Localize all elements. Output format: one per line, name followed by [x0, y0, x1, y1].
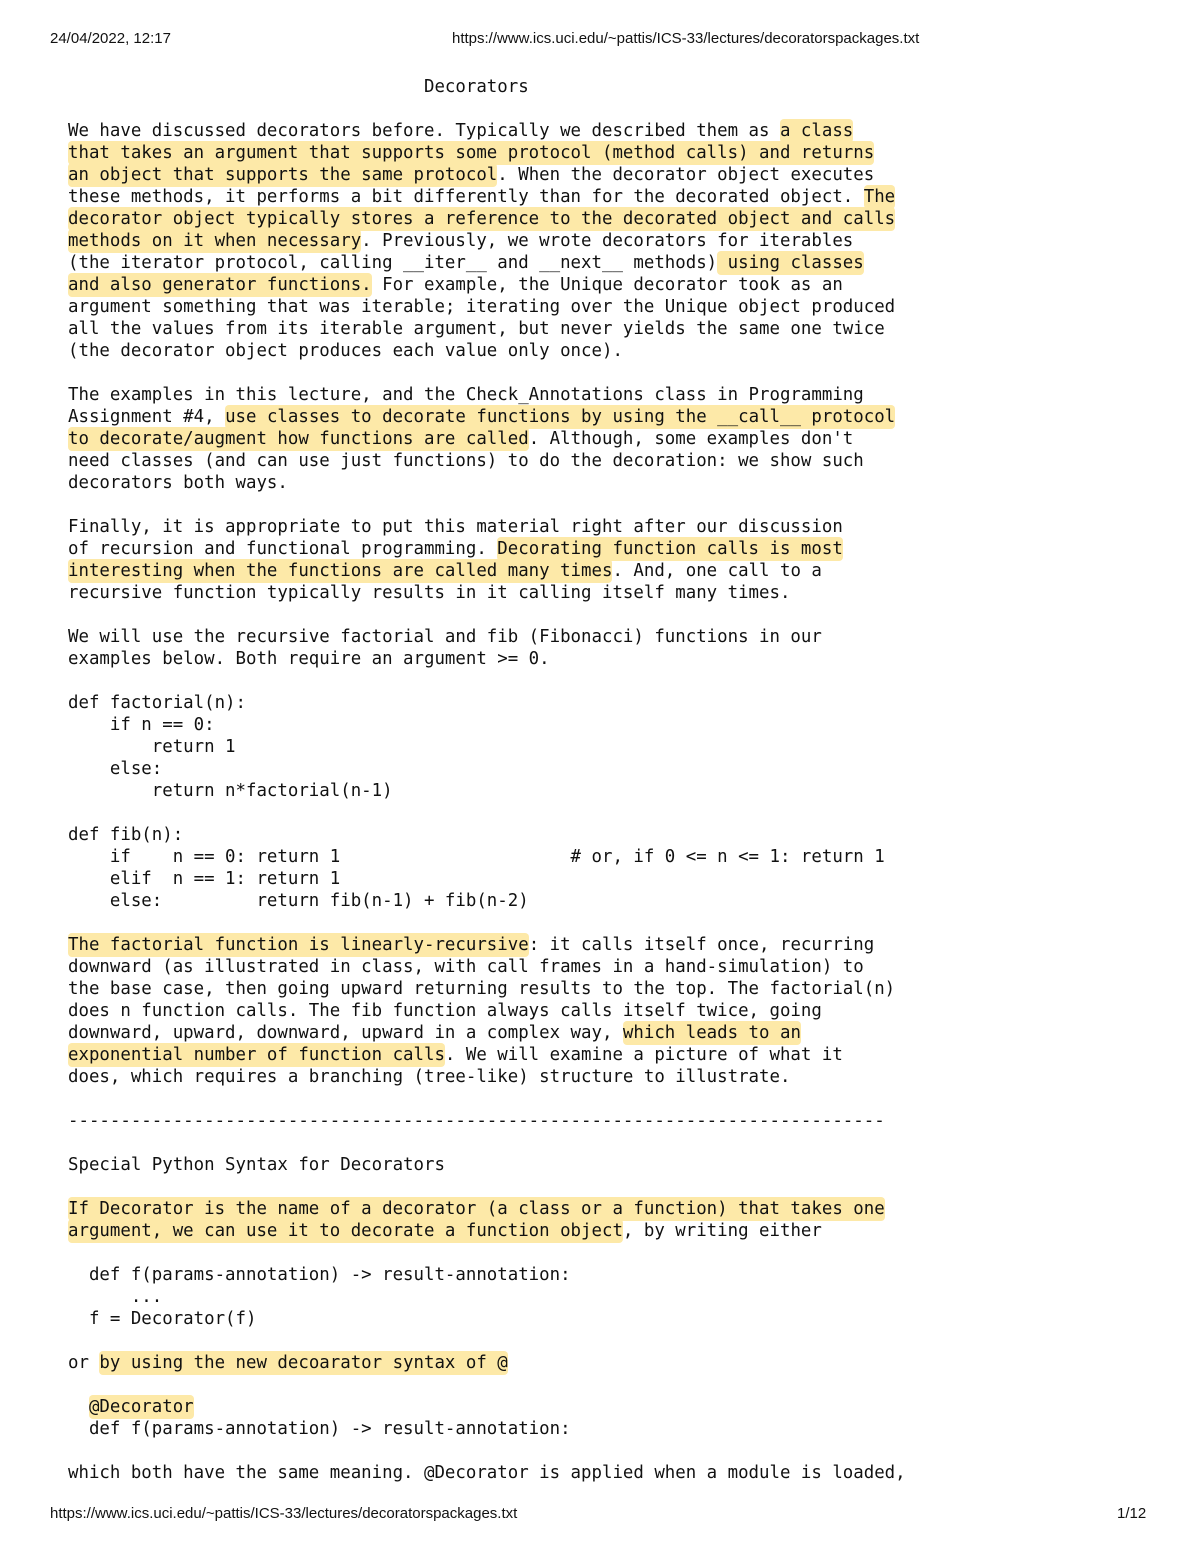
- text-segment: if n == 0: return 1 # or, if 0 <= n <= 1: return 1: [68, 847, 885, 867]
- text-segment: Assignment #4,: [68, 407, 226, 427]
- text-line: [68, 780, 906, 802]
- text-line: [68, 384, 906, 406]
- text-line: [68, 714, 906, 736]
- text-line: [68, 1000, 906, 1022]
- text-line: [68, 692, 906, 714]
- text-line: [68, 538, 906, 560]
- text-segment: return n*factorial(n-1): [68, 781, 393, 801]
- text-line: [68, 1132, 906, 1154]
- text-segment: if n == 0:: [68, 715, 215, 735]
- highlighted-text: by using the new decoarator syntax of @: [99, 1353, 508, 1373]
- text-segment: . Previously, we wrote decorators for iterables: [361, 231, 854, 251]
- highlighted-text: @Decorator: [88, 1397, 194, 1417]
- text-line: [68, 274, 906, 296]
- text-segment: need classes (and can use just functions) to do the decoration: we show such: [68, 451, 864, 471]
- text-segment: def factorial(n):: [68, 693, 246, 713]
- text-line: [68, 1088, 906, 1110]
- highlighted-text: to decorate/augment how functions are called: [68, 429, 529, 449]
- text-line: [68, 494, 906, 516]
- highlighted-text: and also generator functions.: [68, 275, 372, 295]
- highlighted-text: Decorating function calls is most: [497, 539, 843, 559]
- highlighted-text: decorator object typically stores a reference to the decorated object and calls: [68, 209, 896, 229]
- text-line: [68, 1396, 906, 1418]
- text-line: [68, 1418, 906, 1440]
- text-segment: (the decorator object produces each value only once).: [68, 341, 623, 361]
- text-line: [68, 736, 906, 758]
- text-segment: Finally, it is appropriate to put this material right after our discussion: [68, 517, 843, 537]
- text-line: [68, 362, 906, 384]
- text-line: [68, 1242, 906, 1264]
- text-line: [68, 98, 906, 120]
- text-line: [68, 230, 906, 252]
- highlighted-text: argument, we can use it to decorate a function object: [68, 1221, 623, 1241]
- highlighted-text: use classes to decorate functions by using the __call__ protocol: [225, 407, 896, 427]
- text-line: [68, 1440, 906, 1462]
- text-segment: decorators both ways.: [68, 473, 288, 493]
- text-line: [68, 1374, 906, 1396]
- text-line: [68, 1220, 906, 1242]
- text-line: [68, 1198, 906, 1220]
- text-segment: does n function calls. The fib function always calls itself twice, going: [68, 1001, 822, 1021]
- text-line: [68, 208, 906, 230]
- text-line: [68, 648, 906, 670]
- text-segment: [68, 1397, 89, 1417]
- highlighted-text: exponential number of function calls: [68, 1045, 445, 1065]
- text-segment: return 1: [68, 737, 236, 757]
- text-segment: , by writing either: [622, 1221, 822, 1241]
- text-segment: def f(params-annotation) -> result-annotation:: [68, 1419, 571, 1439]
- text-line: [68, 1044, 906, 1066]
- text-line: [68, 1066, 906, 1088]
- highlighted-text: The factorial function is linearly-recursive: [68, 935, 529, 955]
- print-header-url: https://www.ics.uci.edu/~pattis/ICS-33/lectures/decoratorspackages.txt: [452, 30, 920, 47]
- text-line: [68, 252, 906, 274]
- text-line: [68, 1352, 906, 1374]
- text-segment: We will use the recursive factorial and fib (Fibonacci) functions in our: [68, 627, 822, 647]
- highlighted-text: that takes an argument that supports some protocol (method calls) and returns: [68, 143, 875, 163]
- text-line: [68, 428, 906, 450]
- text-line: [68, 670, 906, 692]
- text-line: [68, 450, 906, 472]
- text-line: [68, 318, 906, 340]
- highlighted-text: interesting when the functions are called many times: [68, 561, 613, 581]
- text-segment: For example, the Unique decorator took as an: [371, 275, 843, 295]
- text-segment: . Although, some examples don't: [528, 429, 854, 449]
- text-segment: else: return fib(n-1) + fib(n-2): [68, 891, 529, 911]
- text-line: [68, 472, 906, 494]
- text-segment: def fib(n):: [68, 825, 184, 845]
- text-line: [68, 164, 906, 186]
- text-segment: the base case, then going upward returning results to the top. The factorial(n): [68, 979, 896, 999]
- text-line: [68, 1308, 906, 1330]
- text-line: [68, 1110, 906, 1132]
- text-segment: . And, one call to a: [612, 561, 822, 581]
- text-line: [68, 406, 906, 428]
- text-line: [68, 186, 906, 208]
- text-line: [68, 824, 906, 846]
- text-line: [68, 516, 906, 538]
- text-segment: . When the decorator object executes: [497, 165, 875, 185]
- document-body: [68, 76, 906, 1484]
- text-line: [68, 626, 906, 648]
- text-line: [68, 846, 906, 868]
- text-segment: all the values from its iterable argument, but never yields the same one twice: [68, 319, 885, 339]
- text-line: [68, 912, 906, 934]
- text-segment: f = Decorator(f): [68, 1309, 257, 1329]
- text-line: [68, 978, 906, 1000]
- text-segment: downward (as illustrated in class, with call frames in a hand-simulation) to: [68, 957, 864, 977]
- text-line: [68, 1022, 906, 1044]
- page-number: 1/12: [1117, 1505, 1147, 1522]
- text-segment: Special Python Syntax for Decorators: [68, 1155, 445, 1175]
- text-segment: these methods, it performs a bit differently than for the decorated object.: [68, 187, 864, 207]
- text-segment: We have discussed decorators before. Typically we described them as: [68, 121, 780, 141]
- highlighted-text: methods on it when necessary: [68, 231, 362, 251]
- text-segment: of recursion and functional programming.: [68, 539, 498, 559]
- print-footer-url: https://www.ics.uci.edu/~pattis/ICS-33/lectures/decoratorspackages.txt: [50, 1505, 518, 1522]
- text-line: [68, 604, 906, 626]
- highlighted-text: an object that supports the same protocol: [68, 165, 498, 185]
- highlighted-text: a class: [779, 121, 854, 141]
- text-segment: def f(params-annotation) -> result-annotation:: [68, 1265, 571, 1285]
- text-line: [68, 1330, 906, 1352]
- highlighted-text: The: [863, 187, 896, 207]
- text-line: [68, 868, 906, 890]
- text-line: [68, 582, 906, 604]
- text-line: [68, 758, 906, 780]
- text-line: [68, 956, 906, 978]
- text-segment: argument something that was iterable; iterating over the Unique object produced: [68, 297, 896, 317]
- text-segment: downward, upward, downward, upward in a complex way,: [68, 1023, 623, 1043]
- text-line: [68, 1176, 906, 1198]
- text-segment: examples below. Both require an argument >= 0.: [68, 649, 550, 669]
- text-line: [68, 802, 906, 824]
- text-line: [68, 934, 906, 956]
- text-segment: ------------------------------------------------------------------------------: [68, 1111, 885, 1131]
- print-header-date: 24/04/2022, 12:17: [50, 30, 171, 47]
- text-line: [68, 890, 906, 912]
- text-line: [68, 1286, 906, 1308]
- text-line: [68, 142, 906, 164]
- text-segment: (the iterator protocol, calling __iter__ and __next__ methods): [68, 253, 718, 273]
- text-segment: . We will examine a picture of what it: [444, 1045, 843, 1065]
- text-segment: recursive function typically results in it calling itself many times.: [68, 583, 791, 603]
- text-segment: which both have the same meaning. @Decorator is applied when a module is loaded,: [68, 1463, 906, 1483]
- highlighted-text: If Decorator is the name of a decorator (a class or a function) that takes one: [68, 1199, 885, 1219]
- text-segment: does, which requires a branching (tree-like) structure to illustrate.: [68, 1067, 791, 1087]
- text-line: [68, 120, 906, 142]
- text-line: [68, 1264, 906, 1286]
- text-line: [68, 560, 906, 582]
- text-segment: else:: [68, 759, 163, 779]
- text-line: [68, 76, 906, 98]
- text-line: [68, 1154, 906, 1176]
- text-segment: The examples in this lecture, and the Check_Annotations class in Programming: [68, 385, 864, 405]
- highlighted-text: using classes: [717, 253, 864, 273]
- text-segment: Decorators: [68, 77, 529, 97]
- text-segment: : it calls itself once, recurring: [528, 935, 875, 955]
- text-line: [68, 296, 906, 318]
- text-line: [68, 340, 906, 362]
- text-segment: or: [68, 1353, 100, 1373]
- text-line: [68, 1462, 906, 1484]
- text-segment: elif n == 1: return 1: [68, 869, 341, 889]
- text-segment: ...: [68, 1287, 163, 1307]
- highlighted-text: which leads to an: [622, 1023, 801, 1043]
